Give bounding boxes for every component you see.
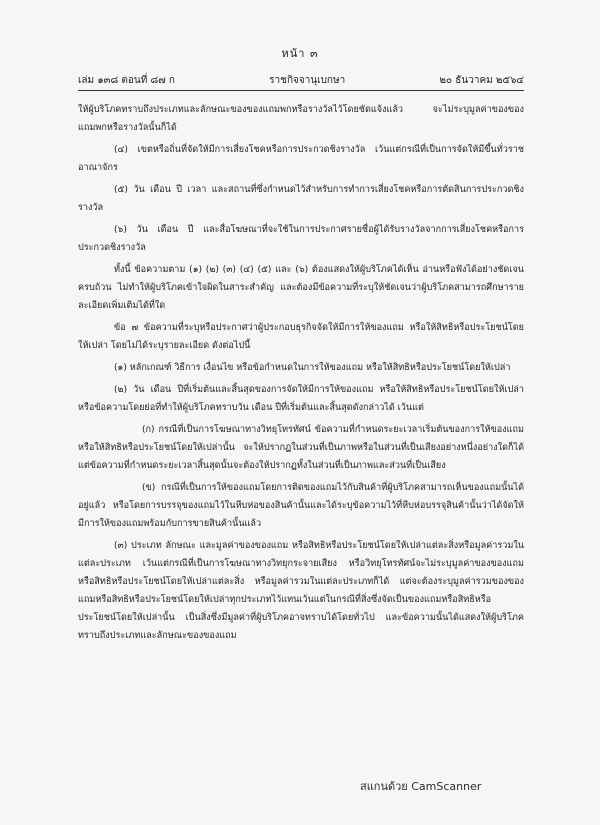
paragraph: (๓) ประเภท ลักษณะ และมูลค่าของของแถม หรือสิทธิหรือประโยชน์โดยให้เปล่าแต่ละสิ่งหรือมูลค่ารวมในแต่ละประเภท เว้นแต่กรณีที่เป็นการโฆษณาทางวิทยุกระจายเสียง หรือวิทยุโทรทัศน์จะไม่ระบุมูลค่าของของแถม หรือสิทธิหรือประโยชน์โดยให้เปล่าแต่ละสิ่ง หรือมูลค่ารวมในแต่ละประเภทก็ได้ แต่จะต้องระบุมูลค่ารวมของของแถมหรือสิทธิหรือประโยชน์โดยให้เปล่าทุกประเภทไว้แทนเว้นแต่ในกรณีที่สิ่งซึ่งจัดเป็นของแถมหรือสิทธิหรือประโยชน์โดยให้เปล่านั้น เป็นสิ่งซึ่งมีมูลค่าที่ผู้บริโภคอาจทราบได้โดยทั่วไป และข้อความนั้นได้แสดงให้ผู้บริโภคทราบถึงประเภทและลักษณะของของแถม xyxy=(78,541,524,641)
paragraph: (ก) กรณีที่เป็นการโฆษณาทางวิทยุโทรทัศน์ ข้อความที่กำหนดระยะเวลาเริ่มต้นของการให้ของแถม หรือให้สิทธิหรือประโยชน์โดยให้เปล่านั้น จะให้ปรากฏในส่วนที่เป็นภาพหรือในส่วนที่เป็นเสียงอย่างหนึ่งอย่างใดก็ได้ แต่ข้อความที่กำหนดระยะเวลาสิ้นสุดนั้นจะต้องให้ปรากฏทั้งในส่วนที่เป็นภาพและส่วนที่เป็นเสียง xyxy=(78,425,524,471)
header-divider xyxy=(78,90,524,91)
document-body xyxy=(78,101,524,649)
paragraph: (๕) วัน เดือน ปี เวลา และสถานที่ซึ่งกำหนดไว้สำหรับการทำการเสี่ยงโชคหรือการตัดสินการประกวดชิงรางวัล xyxy=(78,185,524,213)
header-volume: เล่ม ๑๓๘ ตอนที่ ๘๗ ก xyxy=(78,75,175,86)
page-number: หน้า ๓ xyxy=(281,47,319,60)
gazette-header xyxy=(78,73,524,88)
paragraph: (๔) เขตหรือถิ่นที่จัดให้มีการเสี่ยงโชคหรือการประกวดชิงรางวัล เว้นแต่กรณีที่เป็นการจัดให้มีขึ้นทั่วราชอาณาจักร xyxy=(78,145,524,173)
paragraph: ให้ผู้บริโภคทราบถึงประเภทและลักษณะของของแถมพกหรือรางวัลไว้โดยชัดแจ้งแล้ว จะไม่ระบุมูลค่าของของแถมพกหรือรางวัลนั้นก็ได้ xyxy=(78,105,524,133)
paragraph: (๑) หลักเกณฑ์ วิธีการ เงื่อนไข หรือข้อกำหนดในการให้ของแถม หรือให้สิทธิหรือประโยชน์โดยให้เปล่า xyxy=(114,363,511,373)
header-date: ๒๐ ธันวาคม ๒๕๖๔ xyxy=(439,75,524,86)
paragraph: (ข) กรณีที่เป็นการให้ของแถมโดยการติดของแถมไว้กับสินค้าที่ผู้บริโภคสามารถเห็นของแถมนั้นได้อยู่แล้ว หรือโดยการบรรจุของแถมไว้ในหีบห่อของสินค้านั้นและได้ระบุข้อความไว้ที่หีบห่อบรรจุสินค้านั้นว่าได้จัดให้มีการให้ของแถมพร้อมกับการขายสินค้านั้นแล้ว xyxy=(78,483,524,529)
paragraph: (๒) วัน เดือน ปีที่เริ่มต้นและสิ้นสุดของการจัดให้มีการให้ของแถม หรือให้สิทธิหรือประโยชน์โดยให้เปล่า หรือข้อความโดยย่อที่ทำให้ผู้บริโภคทราบวัน เดือน ปีที่เริ่มต้นและสิ้นสุดดังกล่าวได้ เว้นแต่ xyxy=(78,385,524,413)
paragraph: ข้อ ๗ ข้อความที่ระบุหรือประกาศว่าผู้ประกอบธุรกิจจัดให้มีการให้ของแถม หรือให้สิทธิหรือประโยชน์โดยให้เปล่า โดยไม่ได้ระบุรายละเอียด ดังต่อไปนี้ xyxy=(78,323,524,351)
header-gazette-title: ราชกิจจานุเบกษา xyxy=(269,75,346,86)
paragraph: (๖) วัน เดือน ปี และสื่อโฆษณาที่จะใช้ในการประกาศรายชื่อผู้ได้รับรางวัลจากการเสี่ยงโชคหรือการประกวดชิงรางวัล xyxy=(78,225,524,253)
paragraph: ทั้งนี้ ข้อความตาม (๑) (๒) (๓) (๔) (๕) และ (๖) ต้องแสดงให้ผู้บริโภคได้เห็น อ่านหรือฟังได้อย่างชัดเจนครบถ้วน ไม่ทำให้ผู้บริโภคเข้าใจผิดในสาระสำคัญ และต้องมีข้อความที่ระบุให้ชัดเจนว่าผู้บริโภคสามารถศึกษารายละเอียดเพิ่มเติมได้ที่ใด xyxy=(78,265,524,311)
scanner-watermark: สแกนด้วย CamScanner xyxy=(360,780,482,793)
